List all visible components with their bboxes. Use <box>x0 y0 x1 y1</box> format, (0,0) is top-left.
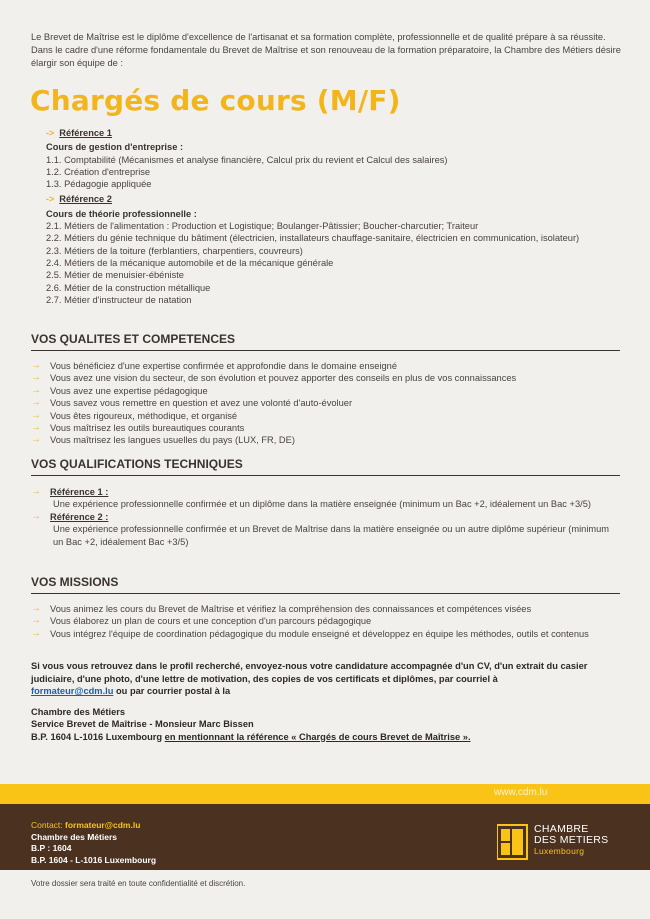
list-item: → Vous maîtrisez les langues usuelles du pays (LUX, FR, DE) <box>31 434 295 446</box>
reference-2 <box>46 193 626 306</box>
reference-item: 2.5. Métier de menuisier-ébéniste <box>46 270 184 281</box>
reference-item: 2.4. Métiers de la mécanique automobile et de la mécanique générale <box>46 257 334 268</box>
reference-item: 1.3. Pédagogie appliquée <box>46 179 152 190</box>
missions-list <box>31 603 621 640</box>
reference-item: 2.2. Métiers du génie technique du bâtiment (électricien, installateurs chauffage-sanitaire, électricien en communication, isolateur) <box>46 233 580 244</box>
arrow-right-icon: → <box>31 372 41 384</box>
arrow-right-icon: → <box>31 409 41 421</box>
qualification-desc: Une expérience professionnelle confirmée et un Brevet de Maîtrise dans la matière enseignée ou un autre diplôme supérieur (minimum un Bac +2, idéalement Bac +3/5) <box>53 524 610 547</box>
list-item: → Vous élaborez un plan de cours et une conception d'un parcours pédagogique <box>31 615 372 627</box>
qualites-list <box>31 360 621 447</box>
section-title-qualifications: VOS QUALIFICATIONS TECHNIQUES <box>31 457 620 476</box>
arrow-right-icon: → <box>31 384 41 396</box>
list-item: → Vous avez une vision du secteur, de son évolution et pouvez apporter des conseils en plus de vos connaissances <box>31 372 517 384</box>
list-item: → Référence 1 : <box>31 486 109 497</box>
list-item: → Vous animez les cours du Brevet de Maîtrise et vérifiez la compréhension des connaissances et compétences visées <box>31 603 532 614</box>
reference-1 <box>46 127 626 190</box>
arrow-right-icon: → <box>31 397 41 409</box>
intro-paragraph: Le Brevet de Maîtrise est le diplôme d'excellence de l'artisanat et sa formation complète, professionnelle et de qualité prépare à sa réussite. Dans le cadre d'une réforme fondamentale du Brevet de Maîtrise et son renouveau de la formation préparatoire, la Chambre des Métiers désire élargir son équipe de : <box>31 32 621 68</box>
reference-item: 1.1. Comptabilité (Mécanismes et analyse financière, Calcul prix du revient et Calcul des salaires) <box>46 154 448 165</box>
section-title-qualites: VOS QUALITES ET COMPETENCES <box>31 332 620 351</box>
address-block: Chambre des Métiers Service Brevet de Maîtrise - Monsieur Marc Bissen B.P. 1604 L-1016 Luxembourg en mentionnant la référence « Chargés de cours Brevet de Maîtrise ». <box>31 707 471 742</box>
references-block <box>46 127 626 306</box>
arrow-icon: -> <box>46 194 55 205</box>
footer-email-link[interactable]: formateur@cdm.lu <box>65 820 141 830</box>
website-link[interactable]: www.cdm.lu <box>494 787 548 798</box>
list-item: → Référence 2 : <box>31 510 109 522</box>
logo-text: CHAMBRE DES METIERS Luxembourg <box>534 823 609 856</box>
section-title-missions: VOS MISSIONS <box>31 575 620 594</box>
qualification-desc: Une expérience professionnelle confirmée et un diplôme dans la matière enseignée (minimum un Bac +2, idéalement un Bac +3/5) <box>53 499 591 510</box>
list-item: → Vous êtes rigoureux, méthodique, et organisé <box>31 409 238 421</box>
arrow-right-icon: → <box>31 603 41 614</box>
reference-mention: en mentionnant la référence « Chargés de cours Brevet de Maîtrise ». <box>164 731 471 742</box>
qualifications-list <box>31 486 621 548</box>
arrow-right-icon: → <box>31 486 41 497</box>
application-text: Si vous vous retrouvez dans le profil recherché, envoyez-nous votre candidature accompagnée d'un CV, d'un extrait du casier judiciaire, d'une photo, d'une lettre de motivation, des copies de vos certificats et diplômes, par courriel à formateur@cdm.lu ou par courrier postal à la <box>31 661 588 696</box>
list-item: → Vous maîtrisez les outils bureautiques courants <box>31 422 245 434</box>
reference-item: 2.7. Métier d'instructeur de natation <box>46 294 192 305</box>
reference-label: Référence 1 <box>59 128 112 138</box>
reference-item: 1.2. Création d'entreprise <box>46 166 151 177</box>
arrow-right-icon: → <box>31 615 41 627</box>
email-link[interactable]: formateur@cdm.lu <box>31 686 114 696</box>
reference-subtitle: Cours de gestion d'entreprise : <box>46 142 184 153</box>
arrow-right-icon: → <box>31 422 41 434</box>
reference-item: 2.6. Métier de la construction métallique <box>46 282 211 293</box>
list-item: → Vous avez une expertise pédagogique <box>31 384 208 396</box>
list-item: → Vous bénéficiez d'une expertise confirmée et approfondie dans le domaine enseigné <box>31 360 398 371</box>
confidentiality-note: Votre dossier sera traité en toute confidentialité et discrétion. <box>31 879 246 888</box>
arrow-right-icon: → <box>31 510 41 522</box>
reference-item: 2.3. Métiers de la toiture (ferblantiers, charpentiers, couvreurs) <box>46 245 303 256</box>
list-item: → Vous intégrez l'équipe de coordination pédagogique du module enseigné et développez en équipe les méthodes, outils et contenus <box>31 627 589 639</box>
arrow-right-icon: → <box>31 434 41 446</box>
reference-label: Référence 2 <box>59 194 112 205</box>
page-title: Chargés de cours (M/F) <box>30 84 401 117</box>
footer-contact: Contact: formateur@cdm.lu Chambre des Métiers B.P : 1604 B.P. 1604 - L-1016 Luxembourg <box>31 820 157 865</box>
reference-subtitle: Cours de théorie professionnelle : <box>46 208 197 219</box>
arrow-right-icon: → <box>31 360 41 371</box>
reference-item: 2.1. Métiers de l'alimentation : Production et Logistique; Boulanger-Pâtissier; Boucher-charcutier; Traiteur <box>46 221 479 232</box>
arrow-icon: -> <box>46 128 55 138</box>
list-item: → Vous savez vous remettre en question et avez une volonté d'auto-évoluer <box>31 397 353 409</box>
arrow-right-icon: → <box>31 627 41 639</box>
